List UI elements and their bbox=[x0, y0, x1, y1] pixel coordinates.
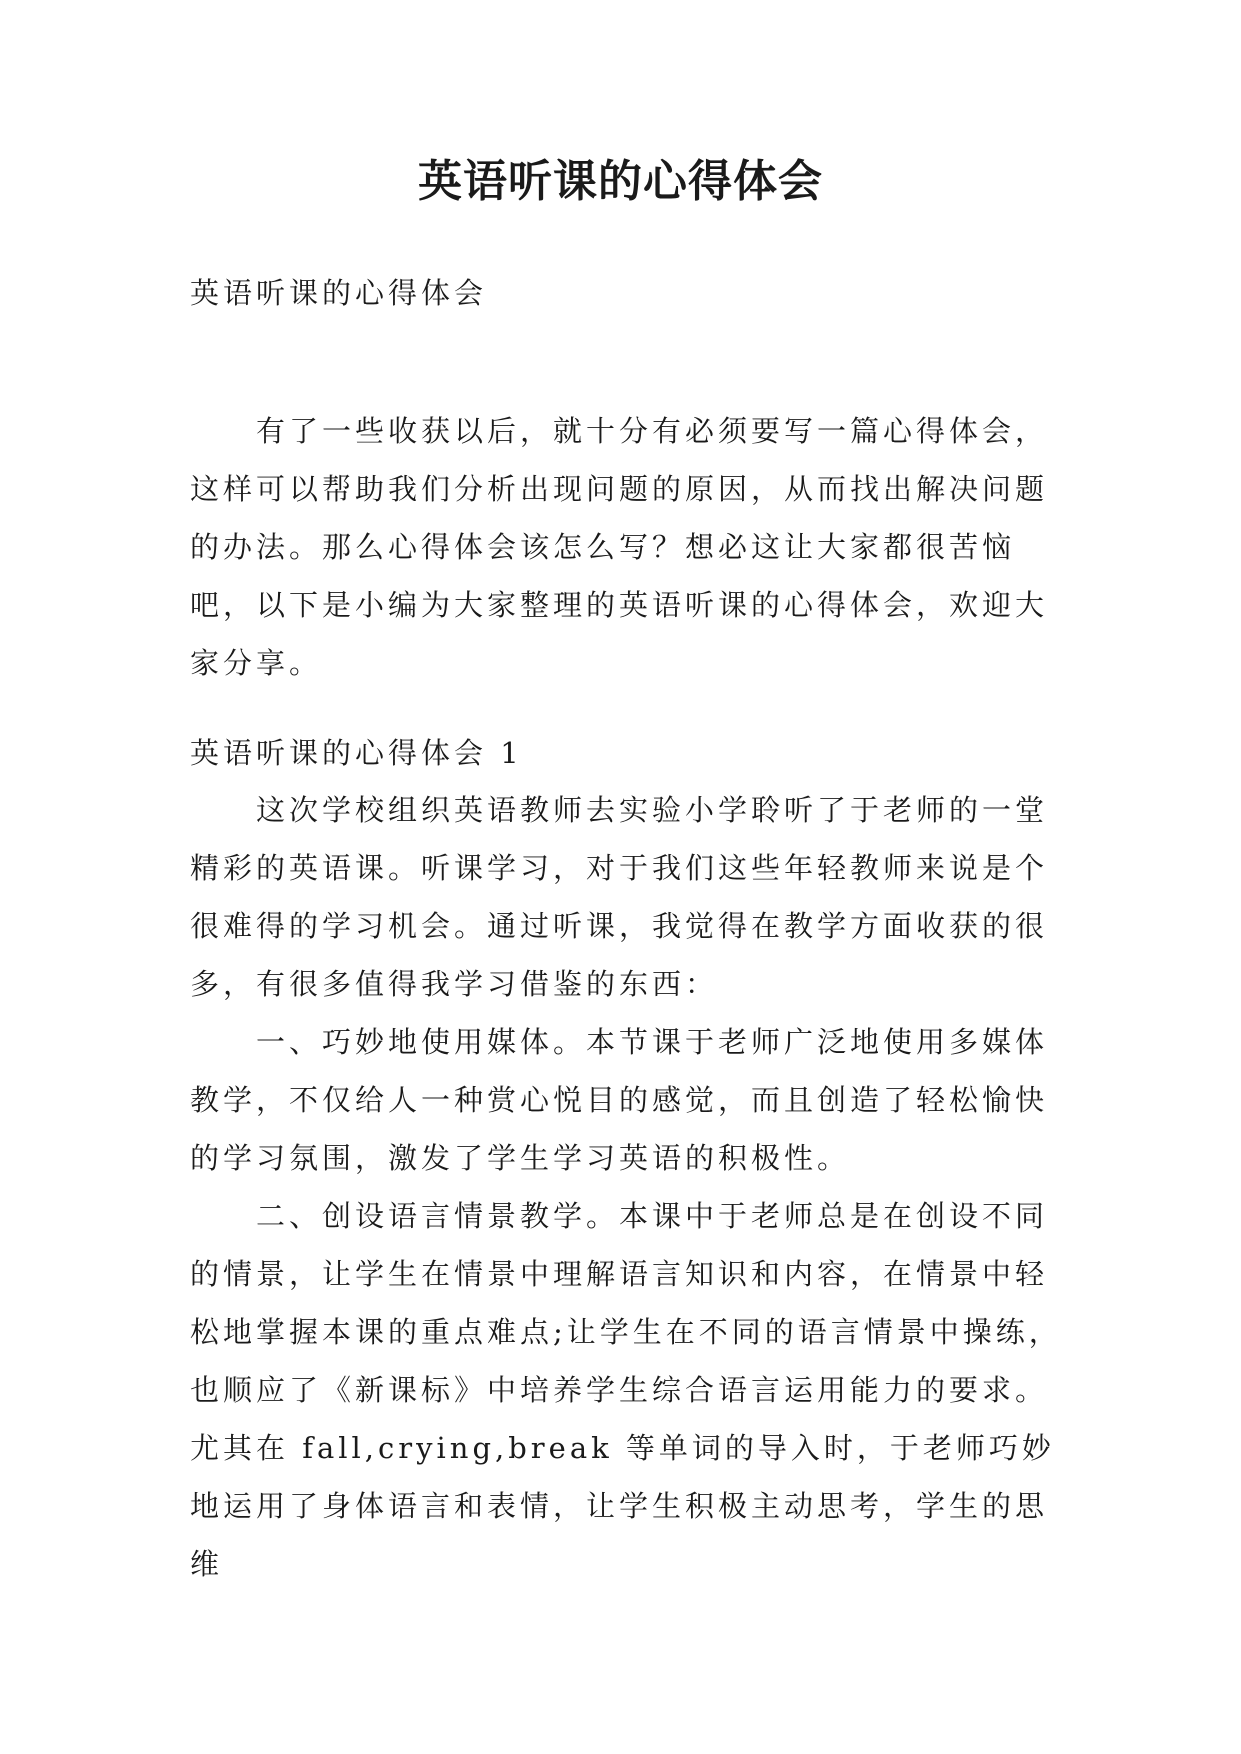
body-paragraph: 这次学校组织英语教师去实验小学聆听了于老师的一堂精彩的英语课。听课学习，对于我们这些年轻教师来说是个很难得的学习机会。通过听课，我觉得在教学方面收获的很多，有很多值得我学习借鉴的东西： bbox=[190, 793, 1049, 1001]
intro-paragraph: 有了一些收获以后，就十分有必须要写一篇心得体会，这样可以帮助我们分析出现问题的原因，从而找出解决问题的办法。那么心得体会该怎么写？想必这让大家都很苦恼吧，以下是小编为大家整理的英语听课的心得体会，欢迎大家分享。 bbox=[190, 414, 1049, 680]
document-title: 英语听课的心得体会 bbox=[418, 156, 823, 207]
body-paragraph: 一、巧妙地使用媒体。本节课于老师广泛地使用多媒体教学，不仅给人一种赏心悦目的感觉，而且创造了轻松愉快的学习氛围，激发了学生学习英语的积极性。 bbox=[190, 1025, 1049, 1175]
body-paragraph: 二、创设语言情景教学。本课中于老师总是在创设不同的情景，让学生在情景中理解语言知识和内容，在情景中轻松地掌握本课的重点难点;让学生在不同的语言情景中操练，也顺应了《新课标》中培养学生综合语言运用能力的要求。尤其在 fall,crying,break 等单词的导入时，于老师巧妙地运用了身体语言和表情，让学生积极主动思考，学生的思维 bbox=[190, 1199, 1062, 1581]
document-subtitle: 英语听课的心得体会 bbox=[190, 276, 488, 310]
section-heading: 英语听课的心得体会 1 bbox=[190, 736, 523, 770]
